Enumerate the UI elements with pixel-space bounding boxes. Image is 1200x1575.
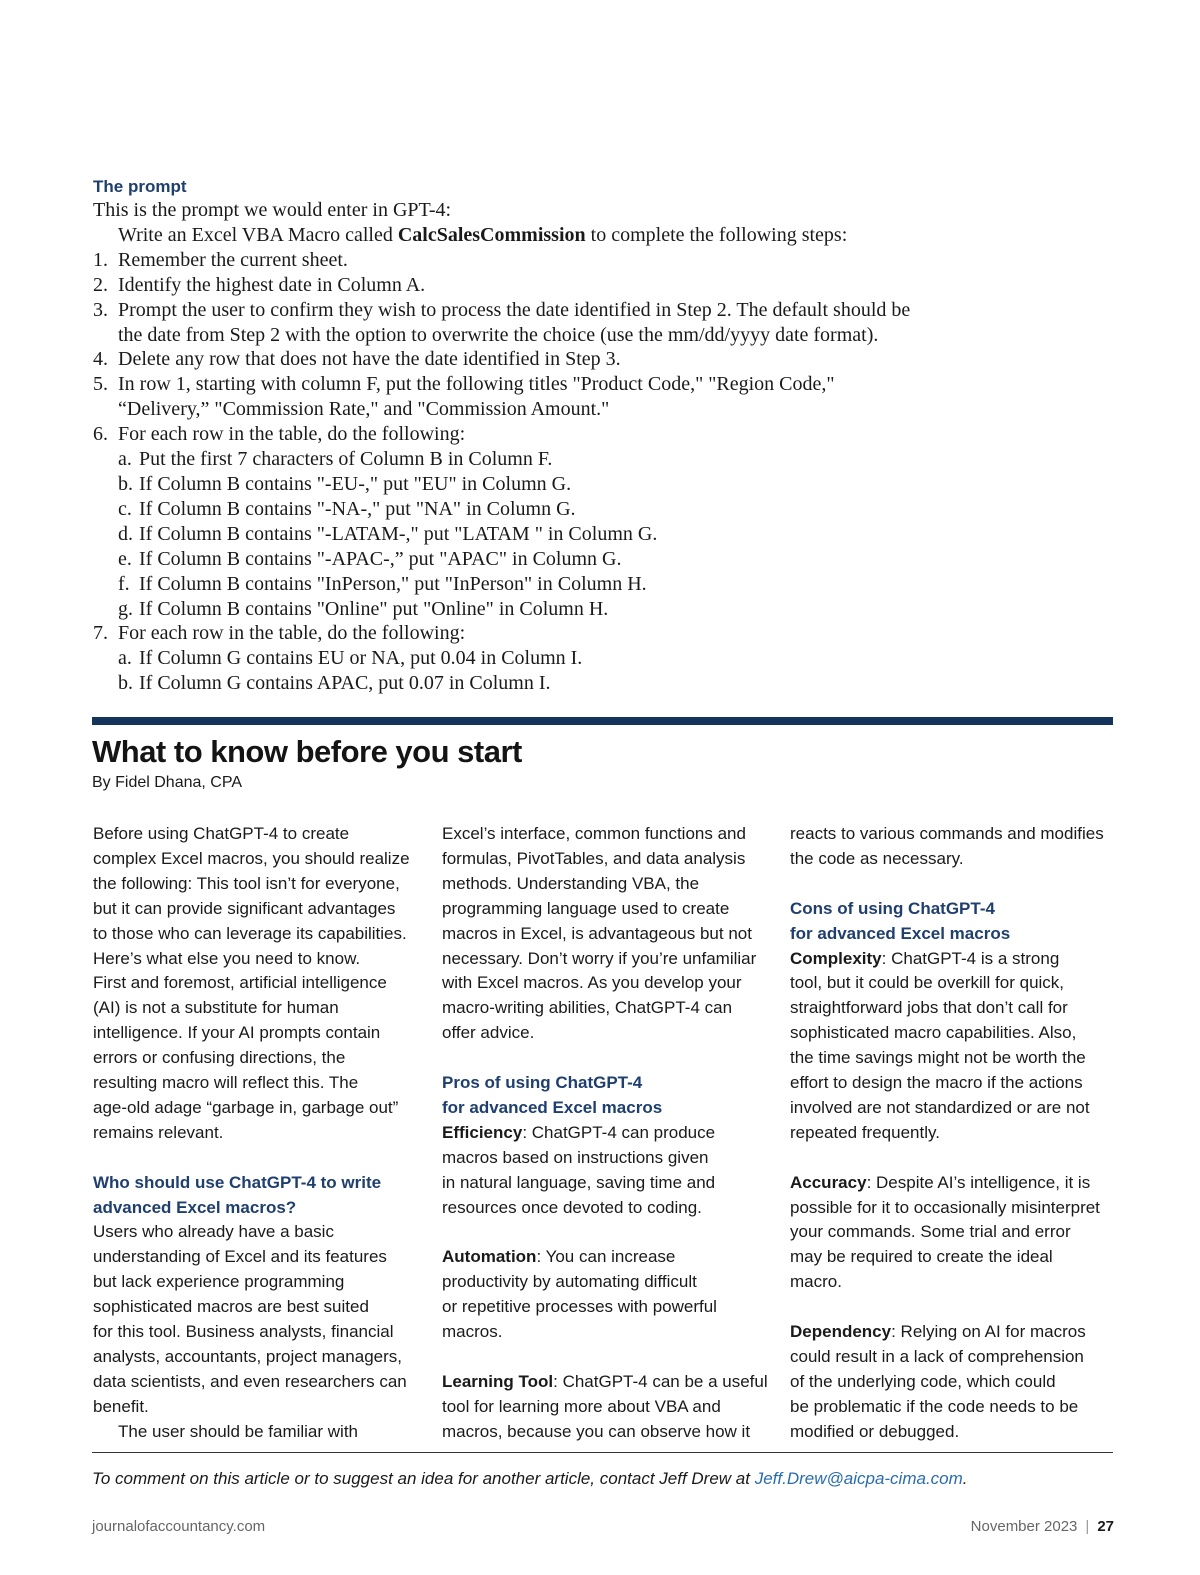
substep-item: b. If Column G contains APAC, put 0.07 in Column I. [118,672,551,695]
byline: By Fidel Dhana, CPA [92,774,242,791]
paragraph-line: analysts, accountants, project managers, [93,1347,402,1367]
substep-item: c. If Column B contains "-NA-," put "NA" in Column G. [118,497,576,520]
step-item: 4. Delete any row that does not have the date identified in Step 3. [93,348,621,371]
paragraph-line: Automation: You can increase [442,1247,676,1267]
paragraph-line: to those who can leverage its capabilities. [93,923,407,943]
learning-tool-label: Learning Tool [442,1371,554,1391]
paragraph-line: Learning Tool: ChatGPT-4 can be a useful [442,1371,768,1391]
step-item: 3. Prompt the user to confirm they wish to process the date identified in Step 2. The default should be [93,298,911,321]
substep-item: b. If Column B contains "-EU-," put "EU" in Column G. [118,472,572,495]
paragraph-line: modified or debugged. [790,1421,960,1441]
subhead: for advanced Excel macros [790,923,1011,943]
paragraph-line: necessary. Don’t worry if you’re unfamiliar [442,948,757,968]
accuracy-label: Accuracy [790,1172,867,1192]
automation-label: Automation [442,1247,537,1267]
paragraph-line: tool, but it could be overkill for quick, [790,973,1065,993]
efficiency-label: Efficiency [442,1122,523,1142]
paragraph-line: tool for learning more about VBA and [442,1396,721,1416]
paragraph-line: formulas, PivotTables, and data analysis [442,848,746,868]
paragraph-line: with Excel macros. As you develop your [442,973,742,993]
article-title: What to know before you start [92,734,522,769]
paragraph-line: straightforward jobs that don’t call for [790,998,1068,1018]
paragraph-line: sophisticated macro capabilities. Also, [790,1023,1077,1043]
paragraph-line: Excel’s interface, common functions and [442,824,746,843]
paragraph-line: macros. [442,1322,503,1342]
substep-item: e. If Column B contains "-APAC-,” put "APAC" in Column G. [118,547,622,570]
paragraph-line: reacts to various commands and modifies [790,824,1104,843]
paragraph-line: effort to design the macro if the actions [790,1073,1083,1093]
paragraph-line: data scientists, and even researchers can [93,1371,407,1391]
step-continuation: the date from Step 2 with the option to overwrite the choice (use the mm/dd/yyyy date format). [118,323,879,346]
paragraph-line: macros in Excel, is advantageous but not [442,923,752,943]
prompt-section [93,176,1013,696]
paragraph-line: Complexity: ChatGPT-4 is a strong [790,948,1060,968]
substep-item: d. If Column B contains "-LATAM-," put "LATAM " in Column G. [118,522,658,545]
paragraph-line: repeated frequently. [790,1122,940,1142]
paragraph-line: be problematic if the code needs to be [790,1396,1079,1416]
subhead: advanced Excel macros? [93,1197,297,1217]
paragraph-line: macro. [790,1272,842,1292]
step-item: 6. For each row in the table, do the following: [93,423,466,446]
footer-info [971,1518,1114,1535]
paragraph-line: macros, because you can observe how it [442,1421,751,1441]
paragraph-line: programming language used to create [442,898,730,918]
paragraph-line: but lack experience programming [93,1272,345,1292]
paragraph-line: sophisticated macros are best suited [93,1297,369,1317]
section-divider [92,717,1113,725]
paragraph-line: methods. Understanding VBA, the [442,873,700,893]
paragraph-line: the time savings might not be worth the [790,1048,1086,1068]
step-item: 1. Remember the current sheet. [93,248,348,271]
paragraph-line: Dependency: Relying on AI for macros [790,1322,1086,1342]
paragraph-line: offer advice. [442,1023,535,1043]
paragraph-line: or repetitive processes with powerful [442,1297,717,1317]
dependency-label: Dependency [790,1322,892,1342]
paragraph-line: resulting macro will reflect this. The [93,1073,359,1093]
paragraph-line: possible for it to occasionally misinterpret [790,1197,1100,1217]
instruction-post: to complete the following steps: [585,223,848,246]
footer-separator: | [1085,1518,1090,1535]
paragraph-line: for this tool. Business analysts, financial [93,1322,394,1342]
paragraph-line: Before using ChatGPT-4 to create [93,824,350,843]
article-column-1 [93,822,433,1445]
comment-note: To comment on this article or to suggest an idea for another article, contact Jeff Drew at Jeff.Drew@aicpa-cima.com. [92,1469,968,1488]
step-continuation: “Delivery,” "Commission Rate," and "Commission Amount." [118,398,610,421]
prompt-intro: This is the prompt we would enter in GPT-4: [93,199,452,221]
substep-item: a. Put the first 7 characters of Column B in Column F. [118,448,553,471]
step-item: 7. For each row in the table, do the following: [93,622,466,645]
paragraph-line: Efficiency: ChatGPT-4 can produce [442,1122,716,1142]
paragraph-line: age-old adage “garbage in, garbage out” [93,1097,399,1117]
subhead: Cons of using ChatGPT-4 [790,898,995,918]
substep-item: a. If Column G contains EU or NA, put 0.04 in Column I. [118,647,583,670]
footer-divider [92,1452,1113,1453]
paragraph-line: (AI) is not a substitute for human [93,998,339,1018]
subhead: for advanced Excel macros [442,1097,663,1117]
footer-site: journalofaccountancy.com [92,1518,266,1535]
paragraph-line: Users who already have a basic [93,1222,334,1242]
paragraph-line: intelligence. If your AI prompts contain [93,1023,381,1043]
subhead: Who should use ChatGPT-4 to write [93,1172,382,1192]
prompt-instruction [93,223,1013,248]
paragraph-line: productivity by automating difficult [442,1272,697,1292]
substep-item: f. If Column B contains "InPerson," put "InPerson" in Column H. [118,572,647,595]
footer-date: November 2023 [970,1518,1078,1535]
page-number: 27 [1097,1518,1114,1535]
substep-item: g. If Column B contains "Online" put "Online" in Column H. [118,597,609,620]
paragraph-line: your commands. Some trial and error [790,1222,1071,1242]
paragraph-line: resources once devoted to coding. [442,1197,702,1217]
paragraph-line: First and foremost, artificial intelligence [93,973,387,993]
paragraph-line: the following: This tool isn’t for everyone, [93,873,400,893]
paragraph-line: remains relevant. [93,1122,224,1142]
complexity-label: Complexity [790,948,882,968]
prompt-heading: The prompt [93,177,187,196]
paragraph-line: complex Excel macros, you should realize [93,848,410,868]
paragraph-line: Accuracy: Despite AI’s intelligence, it is [790,1172,1091,1192]
paragraph-line: of the underlying code, which could [790,1371,1056,1391]
paragraph-line: the code as necessary. [790,848,964,868]
macro-name: CalcSalesCommission [397,223,586,246]
paragraph-line: Here’s what else you need to know. [93,948,361,968]
paragraph-line: in natural language, saving time and [442,1172,716,1192]
paragraph-line: benefit. [93,1396,149,1416]
subhead: Pros of using ChatGPT-4 [442,1073,643,1093]
paragraph-line: but it can provide significant advantages [93,898,396,918]
step-item: 5. In row 1, starting with column F, put the following titles "Product Code," "Region Code," [93,373,835,396]
paragraph-line: The user should be familiar with [118,1421,359,1441]
paragraph-line: involved are not standardized or are not [790,1097,1090,1117]
paragraph-line: may be required to create the ideal [790,1247,1053,1267]
step-item: 2. Identify the highest date in Column A. [93,273,426,296]
paragraph-line: macro-writing abilities, ChatGPT-4 can [442,998,733,1018]
email-link[interactable]: Jeff.Drew@aicpa-cima.com [754,1469,963,1488]
article-column-2 [442,822,782,1445]
instruction-pre: Write an Excel VBA Macro called [118,223,398,246]
paragraph-line: errors or confusing directions, the [93,1048,346,1068]
paragraph-line: understanding of Excel and its features [93,1247,387,1267]
paragraph-line: macros based on instructions given [442,1147,709,1167]
article-column-3 [790,822,1130,1445]
paragraph-line: could result in a lack of comprehension [790,1346,1084,1366]
